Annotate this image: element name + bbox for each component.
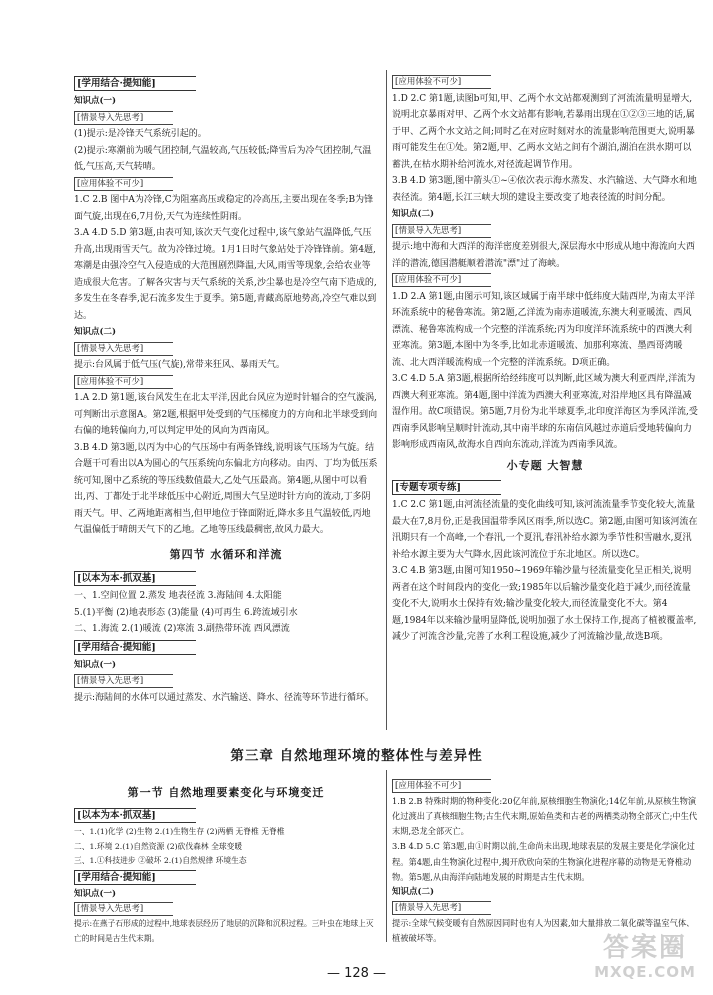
subsection-box-label: [情景导入先思考] [74, 111, 173, 125]
section-header: [学用结合·提知能] [74, 640, 196, 655]
paragraph: 一、1.(1)化学 (2)生物 2.(1)生物生存 (2)两栖 无脊椎 无脊椎 [74, 827, 285, 837]
paragraph: 1.D 2.C 第1题,读图b可知,甲、乙两个水文站都观测到了河流流量明显增大,说明北京暴雨对甲、乙两个水文站都有影响,若暴雨出现在①②③三地的话,属于甲、乙两个水文站之间;同时乙在对应时刻对水的流量影响范围更大,说明暴雨可能发生在①处。第2题,甲、乙两水文站之间有个湖泊,湖泊在洪水期可以蓄洪,在枯水期补给河流水,对径流起调节作用。 [392, 93, 695, 170]
watermark-url: MXQE.COM [594, 963, 696, 981]
paragraph: 3.C 4.D 5.A 第3题,根据所给经纬度可以判断,此区域为澳大利亚西岸,洋流为西澳大利亚寒流。第4题,图中洋流为西澳大利亚寒流,对沿岸地区具有降温减湿作用。故C项错误。第5题,7月份为北半球夏季,北印度洋海区为季风洋流,受西南季风影响呈顺时针流动,其中南半球的东南信风越过赤道后受地转偏向力影响形成西南风,故海水自西向东流动,洋流为西南季风流。 [392, 374, 698, 450]
subsection-box-label: [情景导入先思考] [74, 902, 173, 916]
subsection-box-label: [情景导入先思考] [392, 901, 491, 915]
paragraph: (2)提示:寒潮前为暖气团控制,气温较高,气压较低;降雪后为冷气团控制,气温低,气压高,天气转晴。 [74, 145, 372, 172]
left-column [74, 74, 378, 706]
paragraph: 3.C 4.B 第3题,由图可知1950~1969年输沙量与径流量变化呈正相关,说明两者在这个时间段内的变化一致;1985年以后输沙量变化趋于减少,而径流量变化不大,说明水土保持有效;输沙量变化较大,而径流量变化不大。第4题,1984年以来输沙量明显降低,说明加强了水土保持工作,提高了植被覆盖率,减少了河流含沙量,完善了水利工程设施,减少了河流输沙量,故选B项。 [392, 566, 697, 642]
paragraph: 3.B 4.D 第3题,图中箭头①~④依次表示海水蒸发、水汽输送、大气降水和地表径流。第4题,长江三峡大坝的建设主要改变了地表径流的时间分配。 [392, 176, 697, 203]
paragraph: (1)提示:是冷锋天气系统引起的。 [74, 129, 207, 139]
paragraph: 1.C 2.C 第1题,由河流径流量的变化曲线可知,该河流流量季节变化较大,流量最大在7,8月份,正是我国温带季风区雨季,所以选C。第2题,由图可知该河流在汛期只有一个高峰,一个春汛,一个夏汛,春汛补给水源为季节性积雪融水,夏汛补给水源主要为大气降水,因此该河流位于东北地区。所以选C。 [392, 500, 698, 560]
paragraph: 提示:台风属于低气压(气旋),常带来狂风、暴雨天气。 [74, 360, 285, 370]
subsection-box-label: [情景导入先思考] [74, 674, 173, 688]
knowledge-point-label: 知识点(二) [74, 327, 117, 337]
paragraph: 1.C 2.B 图中A为冷锋,C为阻塞高压或稳定的冷高压,主要出现在冬季;B为锋面气旋,出现在6,7月份,天气为连续性阴雨。 [74, 195, 374, 222]
chapter-title: 第三章 自然地理环境的整体性与差异性 [230, 748, 483, 764]
paragraph: 一、1.空间位置 2.蒸发 地表径流 3.海陆间 4.太阳能 [74, 591, 282, 601]
watermark-text: 答案圈 [602, 933, 687, 963]
bottom-left-column [74, 778, 378, 946]
knowledge-point-label: 知识点(一) [74, 96, 117, 106]
section-title: 第一节 自然地理要素变化与环境变迁 [127, 786, 325, 799]
subsection-box-label: [应用体验不可少] [392, 273, 491, 287]
section-header: [学用结合·提知能] [74, 870, 196, 885]
paragraph: 提示:地中海和大西洋的海洋密度差别很大,深层海水中形成从地中海流向大西洋的潜流,德国潜艇顺着潜流"漂"过了海峡。 [392, 242, 695, 269]
subsection-box-label: [情景导入先思考] [74, 342, 173, 356]
subsection-box-label: [情景导入先思考] [392, 224, 491, 238]
section-header: [以本为本·抓双基] [74, 808, 196, 823]
paragraph: 5.(1)平衡 (2)地表形态 (3)能量 (4)可再生 6.跨流域引水 [74, 607, 298, 618]
watermark-logo [585, 933, 705, 993]
knowledge-point-label: 知识点(一) [74, 889, 117, 899]
knowledge-point-label: 知识点(二) [392, 209, 435, 219]
paragraph: 提示:全球气候变暖有自然原因同时也有人为因素,如大量排放二氧化碳等温室气体、植被破坏等。 [392, 918, 695, 944]
knowledge-point-label: 知识点(一) [74, 659, 117, 670]
paragraph: 提示:海陆间的水体可以通过蒸发、水汽输送、降水、径流等环节进行循环。 [74, 692, 375, 703]
paragraph: 1.B 2.B 特殊时期的物种变化:20亿年前,原核细胞生物演化;14亿年前,从原核生物演化过渡出了真核细胞生物;古生代末期,原始鱼类和古老的两栖类动物全部灭亡;中生代末期,恐龙全部灭亡。 [392, 796, 698, 837]
subsection-box-label: [应用体验不可少] [74, 375, 173, 389]
section-header: [学用结合·提知能] [74, 76, 196, 91]
column-divider-bottom [386, 770, 387, 942]
section-title: 小专题 大智慧 [506, 458, 584, 472]
bottom-right-column [392, 778, 698, 946]
section-title: 第四节 水循环和洋流 [169, 547, 283, 561]
page-number: — 128 — [326, 966, 387, 981]
paragraph: 三、1.①科技进步 ②破坏 2.(1)自然规律 环境生态 [74, 855, 247, 865]
knowledge-point-label: 知识点(二) [392, 886, 435, 897]
right-column [392, 74, 698, 646]
subsection-box-label: [应用体验不可少] [74, 177, 173, 191]
paragraph: 提示:在燕子石形成的过程中,地球表层经历了地层的沉降和沉积过程。三叶虫在地球上灭亡的时间是古生代末期。 [74, 919, 374, 943]
paragraph: 1.A 2.D 第1题,该台风发生在北太平洋,因此台风应为逆时针辐合的空气漩涡,可判断出示意图A。第2题,根据甲处受到的气压梯度力的方向和北半球受到向右偏的地转偏向力,可以判定甲处的风向为西南风。 [74, 393, 378, 436]
subsection-box-label: [应用体验不可少] [392, 779, 491, 793]
subsection-box-label: [应用体验不可少] [392, 75, 491, 89]
paragraph: 3.B 4.D 5.C 第3题,由①时期以前,生命尚未出现,地球表层的发展主要是化学演化过程。第4题,由生物演化过程中,揭开欣欣向荣的生物演化进程序幕的动物是无脊椎动物。第5题,从由海洋向陆地发展的时期是古生代末期。 [392, 841, 695, 882]
paragraph: 二、1.环境 2.(1)自然资源 (2)砍伐森林 全球变暖 [74, 841, 243, 851]
section-header: [以本为本·抓双基] [74, 571, 196, 586]
paragraph: 1.D 2.A 第1题,由图示可知,该区域属于南半球中低纬度大陆西岸,为南太平洋环流系统中的秘鲁寒流。第2题,乙洋流为南赤道暖流,东澳大利亚暖流、西风漂流、秘鲁寒流构成一个完整的洋流系统;丙为印度洋环流系统中的西澳大利亚寒流。第3题,本图中为冬季,比如北赤道暖流、加那利寒流、墨西哥湾暖流、北大西洋暖流构成一个完整的洋流系统。D项正确。 [392, 291, 695, 368]
section-header: [专题专项专练] [392, 480, 501, 495]
paragraph: 3.B 4.D 第3题,以丙为中心的气压场中有两条锋线,说明该气压场为气旋。结合题干可看出以A为圆心的气压系统向东偏北方向移动。由丙、丁均为低压系统可知,图中乙系统的等压线数值最大,乙处气压最高。第4题,从图中可以看出,丙、丁都处于北半球低压中心附近,周围大气呈逆时针方向的流动,丁多阴雨天气。甲、乙两地距离相当,但甲地位于锋面附近,降水多且气温较低,丙地气温偏低于晴朗天气下的乙地。乙地等压线最稠密,故风力最大。 [74, 442, 378, 535]
paragraph: 3.A 4.D 5.D 第3题,由表可知,该次天气变化过程中,该气象站气温降低,气压升高,出现雨雪天气。故为冷锋过境。1月1日时气象站处于冷锋锋前。第4题,寒潮是由强冷空气入侵造成的大范围剧烈降温,大风,雨雪等现象,会给农业等造成很大危害。了解各灾害与天气系统的关系,沙尘暴也是冷空气南下造成的,多发生在冬春季,泥石流多发生于夏季。第5题,青藏高原地势高,冷空气难以到达。 [74, 228, 377, 321]
column-divider-top [386, 70, 387, 730]
paragraph: 二、1.海流 2.(1)暖流 (2)寒流 3.副热带环流 西风漂流 [74, 624, 290, 634]
